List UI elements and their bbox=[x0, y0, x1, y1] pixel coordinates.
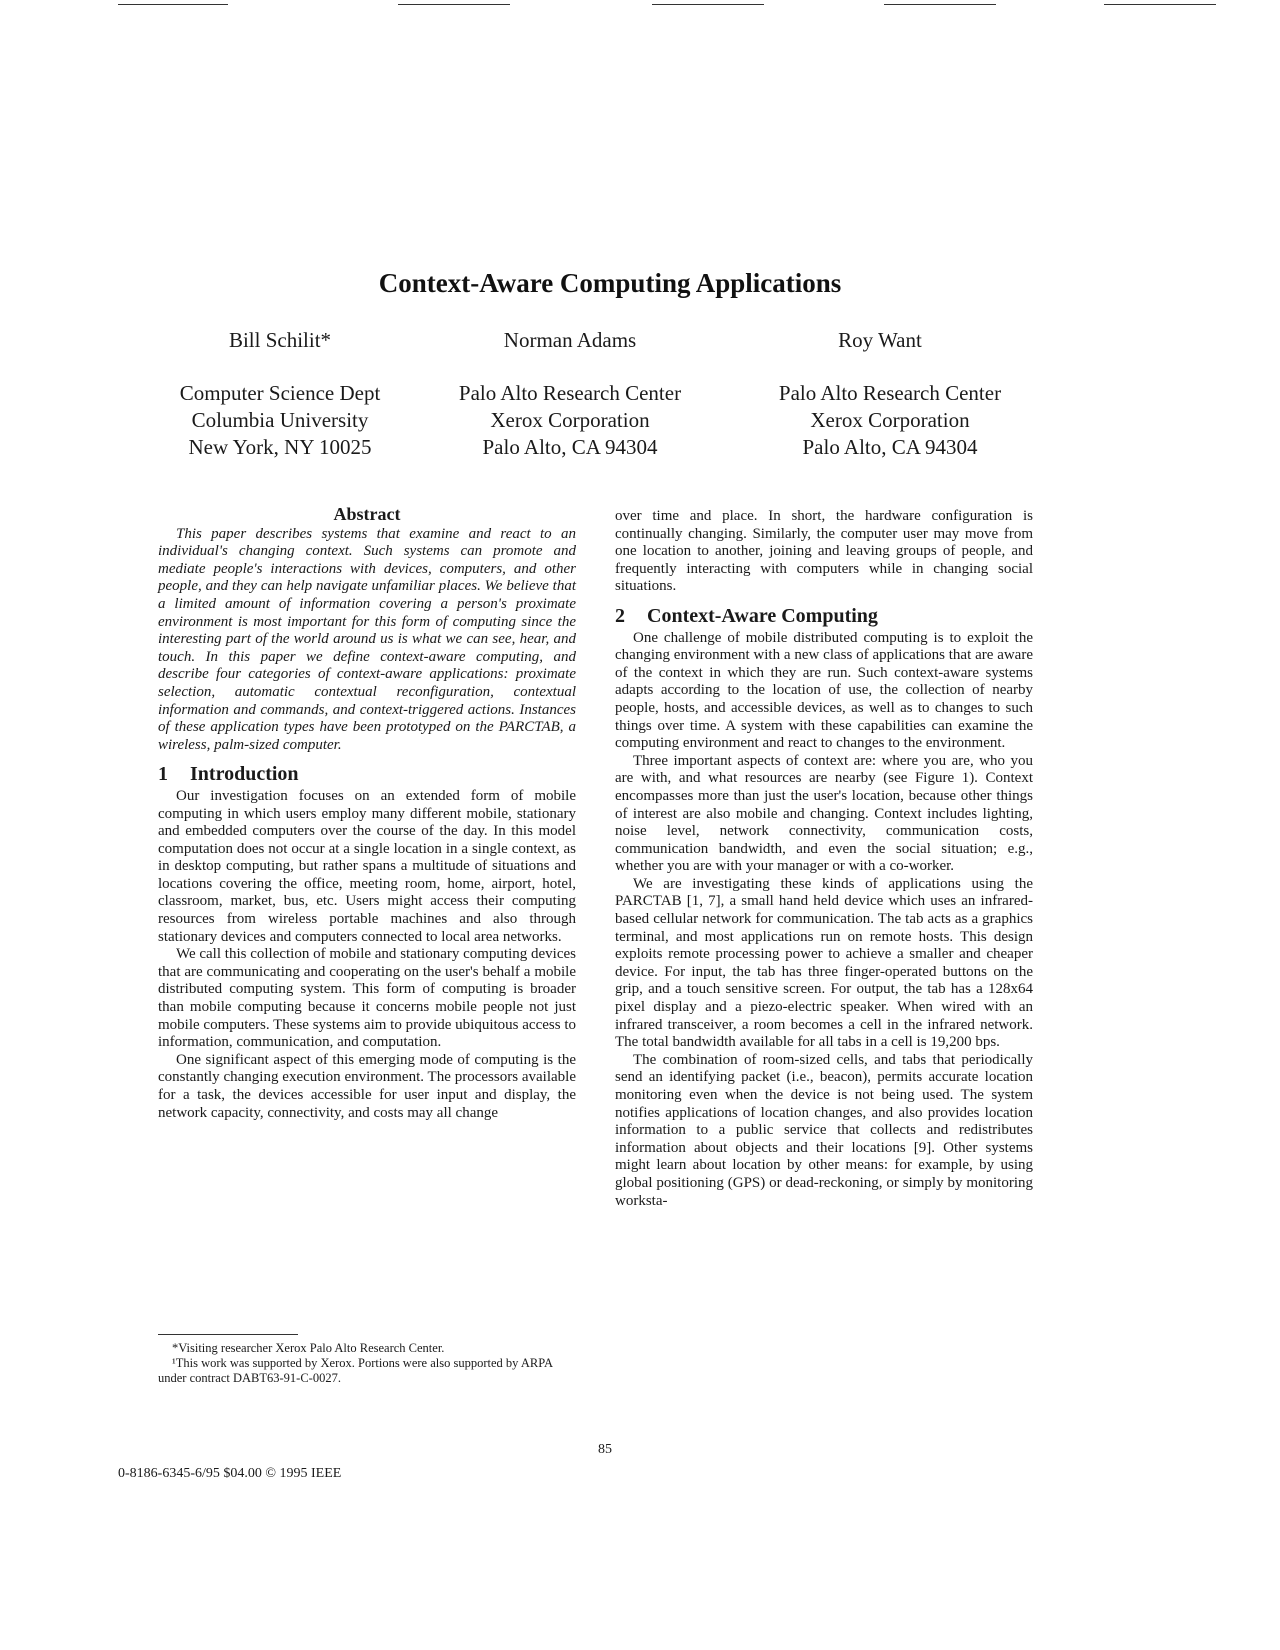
author-affiliation bbox=[430, 380, 710, 461]
affiliation-line: Palo Alto, CA 94304 bbox=[802, 435, 978, 459]
page-number: 85 bbox=[598, 1442, 612, 1457]
section-heading bbox=[615, 604, 1033, 627]
affiliation-line: Palo Alto Research Center bbox=[778, 381, 1002, 405]
body-paragraph: Our investigation focuses on an extended form of mobile computing in which users employ many different mobile, stationary and embedded computers over the course of the day. In this model computation does not occur at a single location in a single context, as in desktop computing, but rather spans a multitude of situations and locations covering the office, meeting room, home, airport, hotel, classroom, market, bus, etc. Users might access their computing resources from wireless portable machines and also through stationary devices and computers connected to local area networks. bbox=[158, 787, 576, 945]
section-title: Context-Aware Computing bbox=[647, 604, 878, 627]
affiliation-line: Computer Science Dept bbox=[179, 381, 381, 405]
affiliation-line: Palo Alto, CA 94304 bbox=[482, 435, 658, 459]
top-rule bbox=[652, 4, 764, 5]
author-name: Bill Schilit* bbox=[228, 328, 332, 352]
top-rule bbox=[1104, 4, 1216, 5]
top-rule bbox=[398, 4, 510, 5]
affiliation-line: Xerox Corporation bbox=[810, 408, 970, 432]
body-paragraph: over time and place. In short, the hardware configuration is continually changing. Similarly, the computer user may move from one location to another, joining and leaving groups of people, and frequently interacting with computers while in changing social situations. bbox=[615, 508, 1033, 595]
footnote: ¹This work was supported by Xerox. Portions were also supported by ARPA under contract DABT63-91-C-0027. bbox=[158, 1356, 553, 1385]
section-number: 2 bbox=[615, 604, 625, 627]
footnote: *Visiting researcher Xerox Palo Alto Research Center. bbox=[172, 1341, 445, 1355]
top-rule bbox=[884, 4, 996, 5]
author-affiliation bbox=[745, 380, 1035, 461]
abstract-text: This paper describes systems that examine and react to an individual's changing context. Such systems can promote and mediate people's interactions with devices, computers, and other people, and they can help navigate unfamiliar places. We believe that a limited amount of information covering a person's proximate environment is most important for this form of computing since the interesting part of the world around us is what we can see, hear, and touch. In this paper we define context-aware computing, and describe four categories of context-aware applications: proximate selection, automatic contextual reconfiguration, contextual information and commands, and context-triggered actions. Instances of these application types have been prototyped on the PARCTAB, a wireless, palm-sized computer. bbox=[158, 525, 576, 753]
body-paragraph: The combination of room-sized cells, and tabs that periodically send an identifying packet (i.e., beacon), permits accurate location monitoring even when the device is not being used. The system notifies applications of location changes, and also provides location information to a public service that collects and redistributes information about objects and their locations [9]. Other systems might learn about location by other means: for example, by using global positioning (GPS) or dead-reckoning, or simply by monitoring worksta- bbox=[615, 1051, 1033, 1209]
author-affiliation bbox=[140, 380, 420, 461]
paper-title: Context-Aware Computing Applications bbox=[378, 268, 842, 298]
body-paragraph: Three important aspects of context are: where you are, who you are with, and what resources are nearby (see Figure 1). Context encompasses more than just the user's location, because other things of interest are also mobile and changing. Context includes lighting, noise level, network connectivity, communication costs, communication bandwidth, and even the social situation; e.g., whether you are with your manager or with a co-worker. bbox=[615, 752, 1033, 875]
body-paragraph: We are investigating these kinds of applications using the PARCTAB [1, 7], a small hand held device which uses an infrared-based cellular network for communication. The tab acts as a graphics terminal, and most applications run on remote hosts. This design exploits remote processing power to achieve a smaller and cheaper device. For input, the tab has three finger-operated buttons on the grip, and a touch sensitive screen. For output, the tab has a 128x64 pixel display and a piezo-electric speaker. When wired with an infrared transceiver, a room becomes a cell in the infrared network. The total bandwidth available for all tabs in a cell is 19,200 bps. bbox=[615, 875, 1033, 1051]
author-name: Roy Want bbox=[838, 328, 922, 352]
affiliation-line: Columbia University bbox=[191, 408, 369, 432]
copyright-line: 0-8186-6345-6/95 $04.00 © 1995 IEEE bbox=[118, 1466, 342, 1481]
section-number: 1 bbox=[158, 763, 168, 786]
left-column bbox=[158, 506, 576, 1122]
top-rule bbox=[118, 4, 228, 5]
footnotes bbox=[158, 1334, 576, 1386]
abstract-heading: Abstract bbox=[333, 504, 401, 524]
affiliation-line: Palo Alto Research Center bbox=[458, 381, 682, 405]
affiliation-line: New York, NY 10025 bbox=[188, 435, 372, 459]
body-paragraph: One challenge of mobile distributed computing is to exploit the changing environment with a new class of applications that are aware of the context in which they are run. Such context-aware systems adapts according to the location of use, the collection of nearby people, hosts, and accessible devices, as well as to changes to such things over time. A system with these capabilities can examine the computing environment and react to changes to the environment. bbox=[615, 629, 1033, 752]
footnote-rule bbox=[158, 1334, 298, 1335]
section-title: Introduction bbox=[190, 763, 299, 786]
body-paragraph: We call this collection of mobile and stationary computing devices that are communicating and cooperating on the user's behalf a mobile distributed computing system. This form of computing is broader than mobile computing because it concerns mobile people not just mobile computers. These systems aim to provide ubiquitous access to information, communication, and computation. bbox=[158, 946, 576, 1051]
section-heading bbox=[158, 763, 576, 786]
right-column bbox=[615, 508, 1033, 1210]
body-paragraph: One significant aspect of this emerging mode of computing is the constantly changing execution environment. The processors available for a task, the devices accessible for user input and display, the network capacity, connectivity, and costs may all change bbox=[158, 1051, 576, 1121]
author-name: Norman Adams bbox=[503, 328, 637, 352]
affiliation-line: Xerox Corporation bbox=[490, 408, 650, 432]
